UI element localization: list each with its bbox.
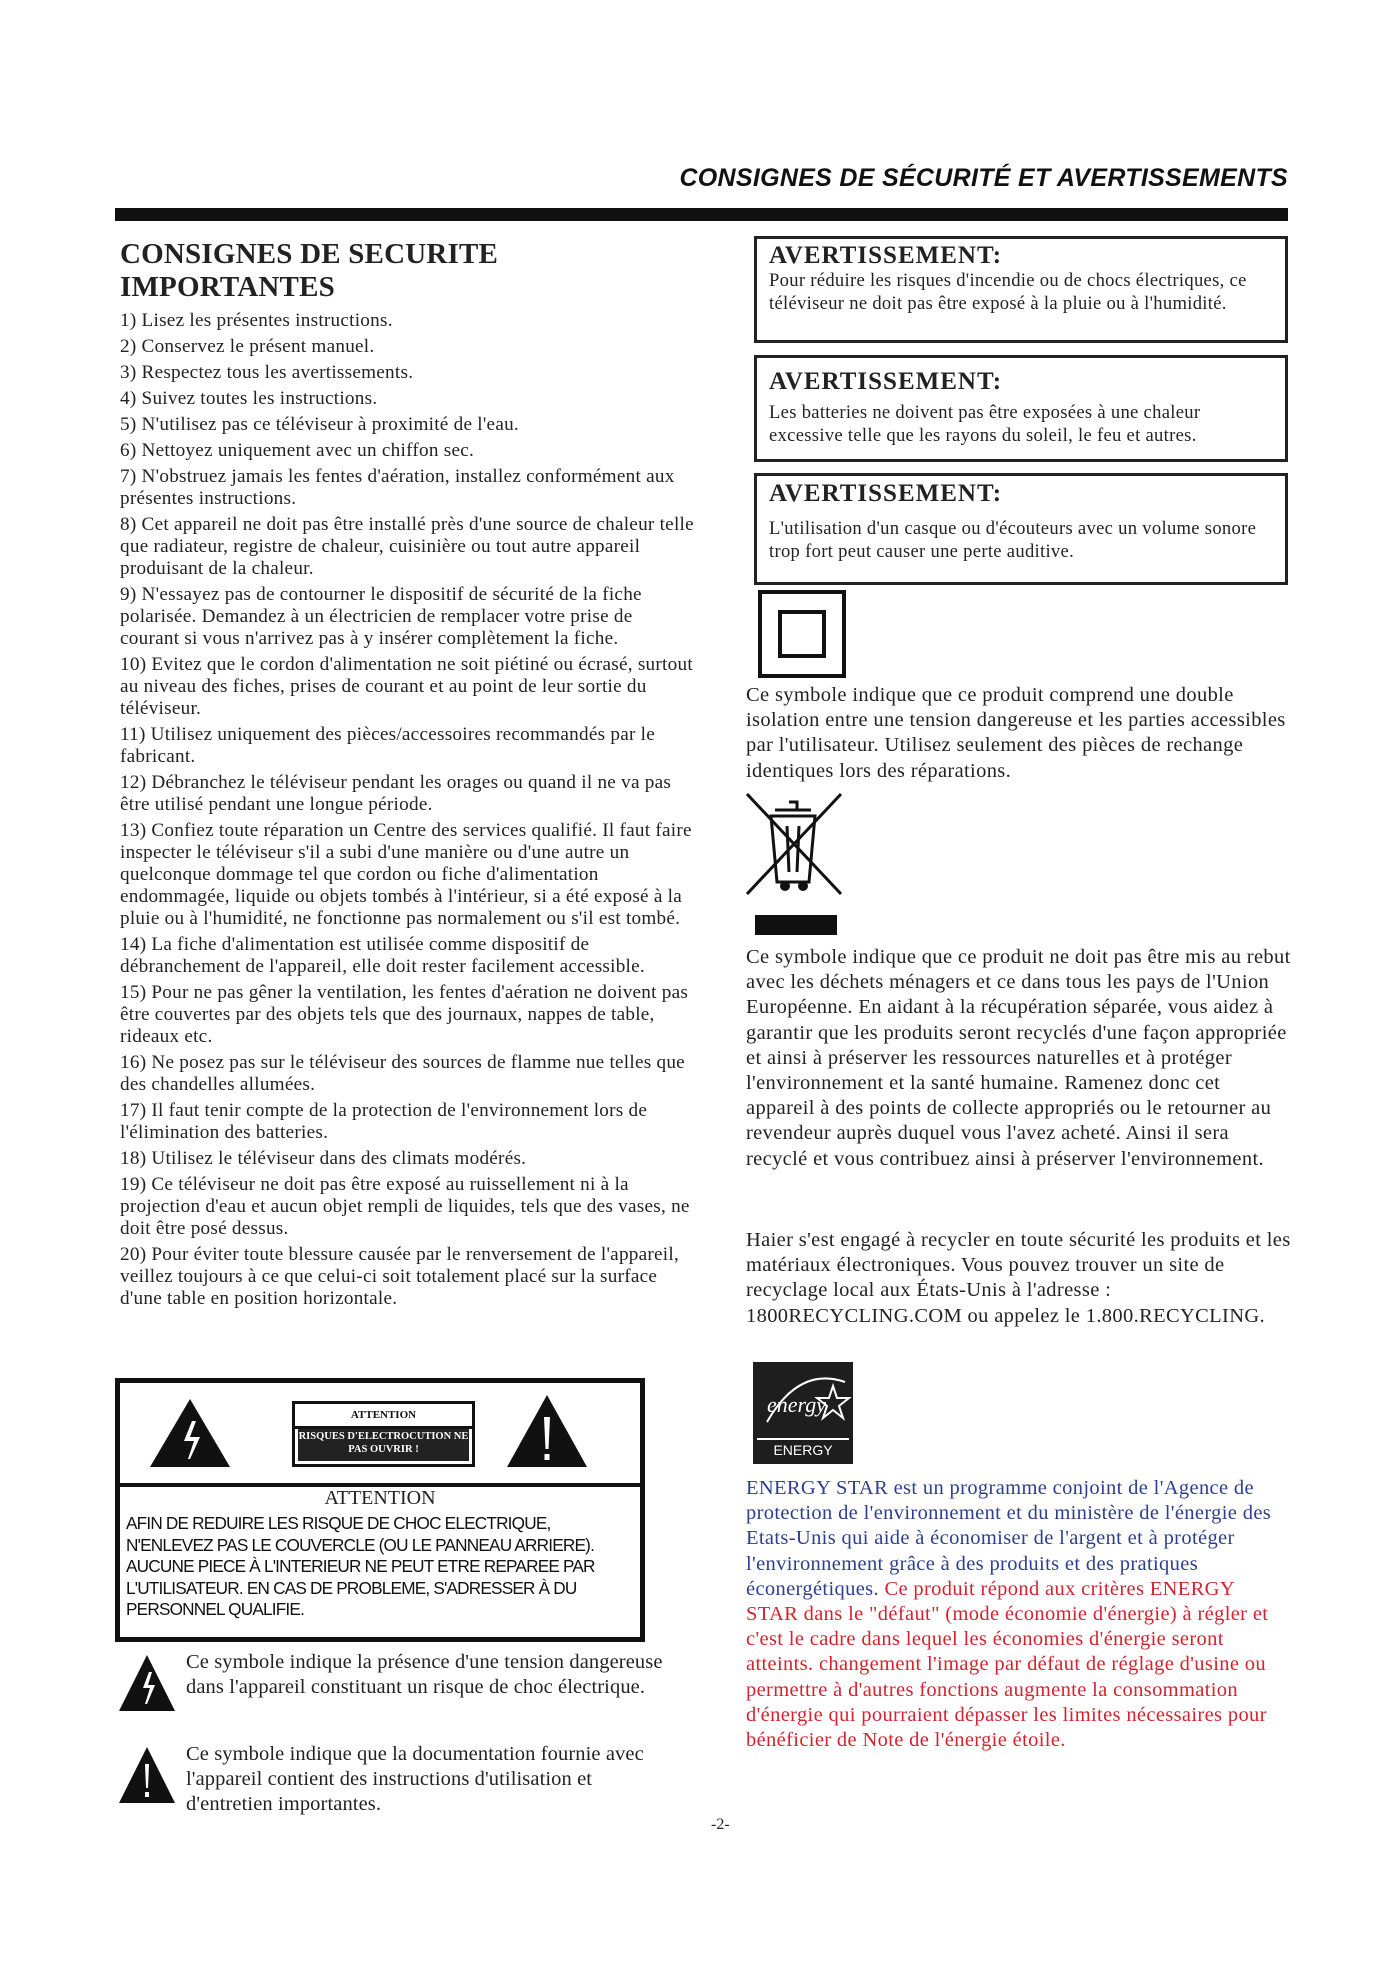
exclamation-warning-icon <box>505 1393 589 1469</box>
instruction-item: 7) N'obstruez jamais les fentes d'aération, installez conformément aux présentes instructions. <box>120 466 675 509</box>
energy-star-red-text: Ce produit répond aux critères ENERGY STAR dans le "défaut" (mode économie d'énergie) à régler et c'est le cadre dans lequel les économies d'énergie seront atteints. changement l'image par défaut de réglage d'usine ou permettre à d'autres fonctions augmente la consommation d'énergie qui pourraient dépasser les limites nécessaires pour bénéficier de Note de l'énergie étoile. <box>746 1577 1269 1752</box>
recycling-text: Haier s'est engagé à recycler en toute sécurité les produits et les matériaux électroniques. Vous pouvez trouver un site de recyclage local aux États-Unis à l'adresse : 1800RECYCLING.COM ou appelez le 1.800.RECYCLING. <box>746 1229 1291 1327</box>
warning-title: AVERTISSEMENT: <box>769 368 1003 395</box>
instruction-item: 12) Débranchez le téléviseur pendant les orages ou quand il ne va pas être utilisé pendant une longue période. <box>120 772 672 815</box>
energy-star-blue-text: ENERGY STAR est un programme conjoint de l'Agence de protection de l'environnement et du ministère de l'énergie des Etats-Unis qui aide à économiser de l'argent et à protéger l'environnement grâce à des produits et des pratiques éconergétiques. <box>746 1477 1272 1600</box>
instructions-list <box>120 310 695 1310</box>
lightning-warning-icon <box>148 1397 232 1469</box>
header-rule <box>115 208 1288 221</box>
instruction-item: 3) Respectez tous les avertissements. <box>120 362 414 383</box>
instruction-item: 10) Evitez que le cordon d'alimentation ne soit piétiné ou écrasé, surtout au niveau des fiches, prises de courant et au point de leur sortie du téléviseur. <box>120 654 693 719</box>
instruction-item: 20) Pour éviter toute blessure causée par le renversement de l'appareil, veillez toujours à ce que celui-ci soit totalement placé sur la surface d'une table en position horizontale. <box>120 1244 680 1309</box>
instruction-item: 5) N'utilisez pas ce téléviseur à proximité de l'eau. <box>120 414 519 435</box>
section-title: CONSIGNES DE SECURITE IMPORTANTES <box>120 238 499 303</box>
warning-text: Les batteries ne doivent pas être exposées à une chaleur excessive telle que les rayons du soleil, le feu et autres. <box>769 402 1201 446</box>
instruction-item: 1) Lisez les présentes instructions. <box>120 310 393 331</box>
lightning-triangle-icon <box>118 1654 176 1712</box>
instruction-item: 14) La fiche d'alimentation est utilisée comme dispositif de débranchement de l'appareil, elle doit rester facilement accessible. <box>120 934 645 977</box>
warning-title: AVERTISSEMENT: <box>769 480 1003 507</box>
instruction-item: 9) N'essayez pas de contourner le dispositif de sécurité de la fiche polarisée. Demandez à un électricien de remplacer votre prise de courant si vous n'arrivez pas à y insérer complètement la fiche. <box>120 584 642 649</box>
instruction-item: 19) Ce téléviseur ne doit pas être exposé au ruissellement ni à la projection d'eau et aucun objet rempli de liquides, tels que des vases, ne doit être posé dessus. <box>120 1174 690 1239</box>
lightning-symbol-text: Ce symbole indique la présence d'une tension dangereuse dans l'appareil constituant un risque de choc électrique. <box>186 1651 663 1698</box>
double-insulation-icon <box>758 590 846 678</box>
instruction-item: 15) Pour ne pas gêner la ventilation, les fentes d'aération ne doivent pas être couvertes par des objets tels que des journaux, nappes de table, rideaux etc. <box>120 982 689 1047</box>
warning-text: L'utilisation d'un casque ou d'écouteurs avec un volume sonore trop fort peut causer une perte auditive. <box>769 518 1257 562</box>
energy-star-description <box>746 1476 1291 1753</box>
exclamation-symbol-explanation <box>118 1742 678 1822</box>
safety-instructions-section <box>120 238 695 1314</box>
energy-star-logo <box>753 1362 853 1478</box>
exclamation-triangle-icon <box>118 1746 176 1804</box>
caution-label <box>292 1401 475 1467</box>
warning-box-1 <box>754 236 1288 343</box>
exclamation-symbol-text: Ce symbole indique que la documentation fournie avec l'appareil contient des instructions d'utilisation et d'entretien importantes. <box>186 1743 644 1815</box>
energy-script: energy <box>767 1392 827 1417</box>
instruction-item: 2) Conservez le présent manuel. <box>120 336 375 357</box>
caution-label-bottom: RISQUES D'ELECTROCUTION NE PAS OUVRIR ! <box>298 1429 469 1461</box>
page-header-title: CONSIGNES DE SÉCURITÉ ET AVERTISSEMENTS <box>679 164 1288 192</box>
caution-box-header <box>120 1383 640 1487</box>
warning-box-3 <box>754 473 1288 585</box>
weee-text: Ce symbole indique que ce produit ne doit pas être mis au rebut avec les déchets ménagers et ce dans tous les pays de l'Union Européenne. En aidant à la récupération séparée, vous aidez à garantir que les produits seront recyclés d'une façon appropriée et ainsi à préserver les ressources naturelles et à protéger l'environnement et la santé humaine. Ramenez donc cet appareil à des points de collecte appropriés ou le retourner au revendeur auprès duquel vous l'avez acheté. Ainsi il sera recyclé et vous contribuez ainsi à préserver l'environnement. <box>746 946 1291 1170</box>
warning-text: Pour réduire les risques d'incendie ou de chocs électriques, ce téléviseur ne doit pas être exposé à la pluie ou à l'humidité. <box>769 270 1247 314</box>
instruction-item: 17) Il faut tenir compte de la protection de l'environnement lors de l'élimination des batteries. <box>120 1100 648 1143</box>
warning-box-2 <box>754 355 1288 462</box>
lightning-symbol-explanation <box>118 1650 678 1730</box>
instruction-item: 6) Nettoyez uniquement avec un chiffon sec. <box>120 440 475 461</box>
energy-star-icon <box>753 1362 853 1442</box>
caution-text: AFIN DE REDUIRE LES RISQUE DE CHOC ELECTRIQUE, N'ENLEVEZ PAS LE COUVERCLE (OU LE PANNEAU ARRIERE). AUCUNE PIECE À L'INTERIEUR NE PEUT ETRE REPAREE PAR L'UTILISATEUR. EN CAS DE PROBLEME, S'ADRESSER À DU PERSONNEL QUALIFIE. <box>126 1513 595 1619</box>
caution-label-top: ATTENTION <box>295 1404 472 1429</box>
instruction-item: 18) Utilisez le téléviseur dans des climats modérés. <box>120 1148 527 1169</box>
warning-title: AVERTISSEMENT: <box>769 242 1003 269</box>
caution-box <box>115 1378 645 1642</box>
double-insulation-text: Ce symbole indique que ce produit comprend une double isolation entre une tension dangereuse et les parties accessibles par l'utilisateur. Utilisez seulement des pièces de rechange identiques lors des réparations. <box>746 684 1286 782</box>
instruction-item: 13) Confiez toute réparation un Centre des services qualifié. Il faut faire inspecter le téléviseur s'il a subi d'une manière ou d'une autre un quelconque dommage tel que cordon ou fiche d'alimentation endommagée, liquide ou objets tombés à l'intérieur, si a été exposé à la pluie ou à l'humidité, ne fonctionne pas normalement ou s'il est tombé. <box>120 820 692 929</box>
instruction-item: 8) Cet appareil ne doit pas être installé près d'une source de chaleur telle que radiateur, registre de chaleur, cuisinière ou tout autre appareil produisant de la chaleur. <box>120 514 694 579</box>
instruction-item: 11) Utilisez uniquement des pièces/accessoires recommandés par le fabricant. <box>120 724 656 767</box>
page-number: -2- <box>711 1816 730 1833</box>
caution-heading: ATTENTION <box>324 1487 436 1509</box>
crossed-out-bin-icon <box>745 790 845 938</box>
instruction-item: 16) Ne posez pas sur le téléviseur des sources de flamme nue telles que des chandelles allumées. <box>120 1052 685 1095</box>
instruction-item: 4) Suivez toutes les instructions. <box>120 388 378 409</box>
energy-star-label: ENERGY STAR <box>757 1438 849 1460</box>
